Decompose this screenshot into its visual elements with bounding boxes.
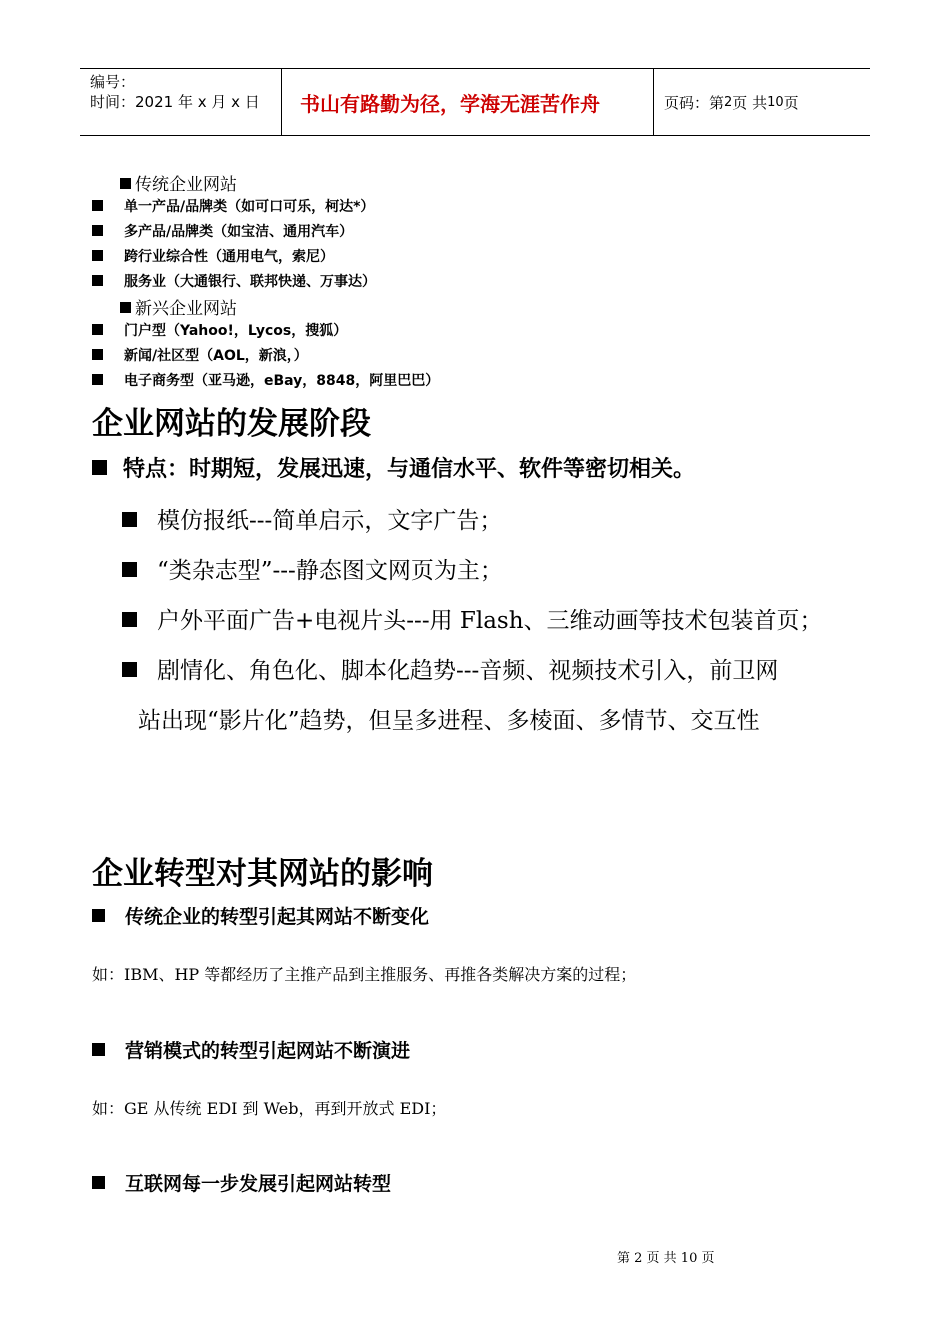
stage-point-text: “类杂志型”---静态图文网页为主； (157, 558, 503, 584)
time-label: 时间：2021 年 x 月 x 日 (90, 93, 260, 111)
square-bullet-icon (122, 612, 137, 627)
list-item-text: 服务业（大通银行、联邦快递、万事达） (124, 274, 376, 290)
list-item (92, 221, 492, 241)
feature-line (92, 452, 695, 483)
square-bullet-icon (92, 460, 107, 475)
square-bullet-icon (92, 374, 103, 385)
subheading-traditional (120, 170, 237, 195)
feature-text: 特点：时期短，发展迅速，与通信水平、软件等密切相关。 (123, 456, 696, 482)
page-prefix: 页码：第 (664, 93, 725, 112)
square-bullet-icon (122, 512, 137, 527)
stage-point-text: 户外平面广告+电视片头---用 Flash、三维动画等技术包装首页； (157, 608, 823, 634)
list-item (92, 345, 512, 365)
square-bullet-icon (92, 200, 103, 211)
square-bullet-icon (92, 1176, 105, 1189)
header-page-cell (654, 69, 870, 135)
transformation-point (92, 902, 429, 929)
page-total: 10 (767, 94, 784, 110)
square-bullet-icon (92, 909, 105, 922)
stage-point (122, 552, 503, 585)
transformation-point (92, 1169, 391, 1196)
header-motto-cell (282, 69, 654, 135)
square-bullet-icon (92, 275, 103, 286)
page-mid: 页 共 (732, 93, 768, 112)
square-bullet-icon (92, 324, 103, 335)
list-item (92, 271, 492, 291)
square-bullet-icon (122, 562, 137, 577)
page-footer: 第 2 页 共 10 页 (617, 1251, 715, 1266)
page-number: 2 (724, 94, 733, 110)
stage-point-continuation: 站出现“影片化”趋势，但呈多进程、多棱面、多情节、交互性 (138, 708, 760, 734)
list-item-text: 跨行业综合性（通用电气，索尼） (124, 249, 334, 265)
subheading-text: 传统企业网站 (135, 175, 237, 195)
stage-point (122, 602, 823, 635)
number-label: 编号： (90, 73, 136, 91)
square-bullet-icon (92, 349, 103, 360)
square-bullet-icon (120, 302, 131, 313)
example-text: 如：GE 从传统 EDI 到 Web，再到开放式 EDI； (92, 1099, 447, 1118)
stage-point (122, 502, 502, 535)
list-item (92, 196, 492, 216)
subheading-emerging (120, 294, 237, 319)
transformation-point (92, 1036, 410, 1063)
list-item (92, 370, 512, 390)
square-bullet-icon (122, 662, 137, 677)
transformation-point-text: 互联网每一步发展引起网站转型 (125, 1173, 392, 1195)
subheading-text: 新兴企业网站 (135, 299, 237, 319)
example-text: 如：IBM、HP 等都经历了主推产品到主推服务、再推各类解决方案的过程； (92, 965, 637, 984)
square-bullet-icon (92, 225, 103, 236)
section-heading-transformation: 企业转型对其网站的影响 (92, 856, 433, 892)
motto-text: 书山有路勤为径，学海无涯苦作舟 (300, 91, 600, 116)
transformation-point-text: 营销模式的转型引起网站不断演进 (125, 1040, 411, 1062)
list-item-text: 新闻/社区型（AOL，新浪，） (124, 348, 308, 364)
header-meta-cell (80, 69, 282, 135)
list-item (92, 320, 512, 340)
list-item (92, 246, 492, 266)
list-item-text: 单一产品/品牌类（如可口可乐，柯达*） (124, 199, 375, 215)
list-item-text: 电子商务型（亚马逊，eBay，8848，阿里巴巴） (124, 373, 440, 389)
list-item-text: 门户型（Yahoo!，Lycos，搜狐） (124, 323, 348, 339)
page-suffix: 页 (783, 93, 799, 112)
square-bullet-icon (92, 250, 103, 261)
section-heading-development: 企业网站的发展阶段 (92, 406, 371, 442)
stage-point (122, 652, 778, 685)
transformation-point-text: 传统企业的转型引起其网站不断变化 (125, 906, 430, 928)
square-bullet-icon (120, 178, 131, 189)
square-bullet-icon (92, 1043, 105, 1056)
stage-point-text: 模仿报纸---简单启示，文字广告； (157, 508, 503, 534)
stage-point-text: 剧情化、角色化、脚本化趋势---音频、视频技术引入，前卫网 (157, 658, 779, 684)
list-item-text: 多产品/品牌类（如宝洁、通用汽车） (124, 224, 354, 240)
document-header (80, 68, 870, 136)
